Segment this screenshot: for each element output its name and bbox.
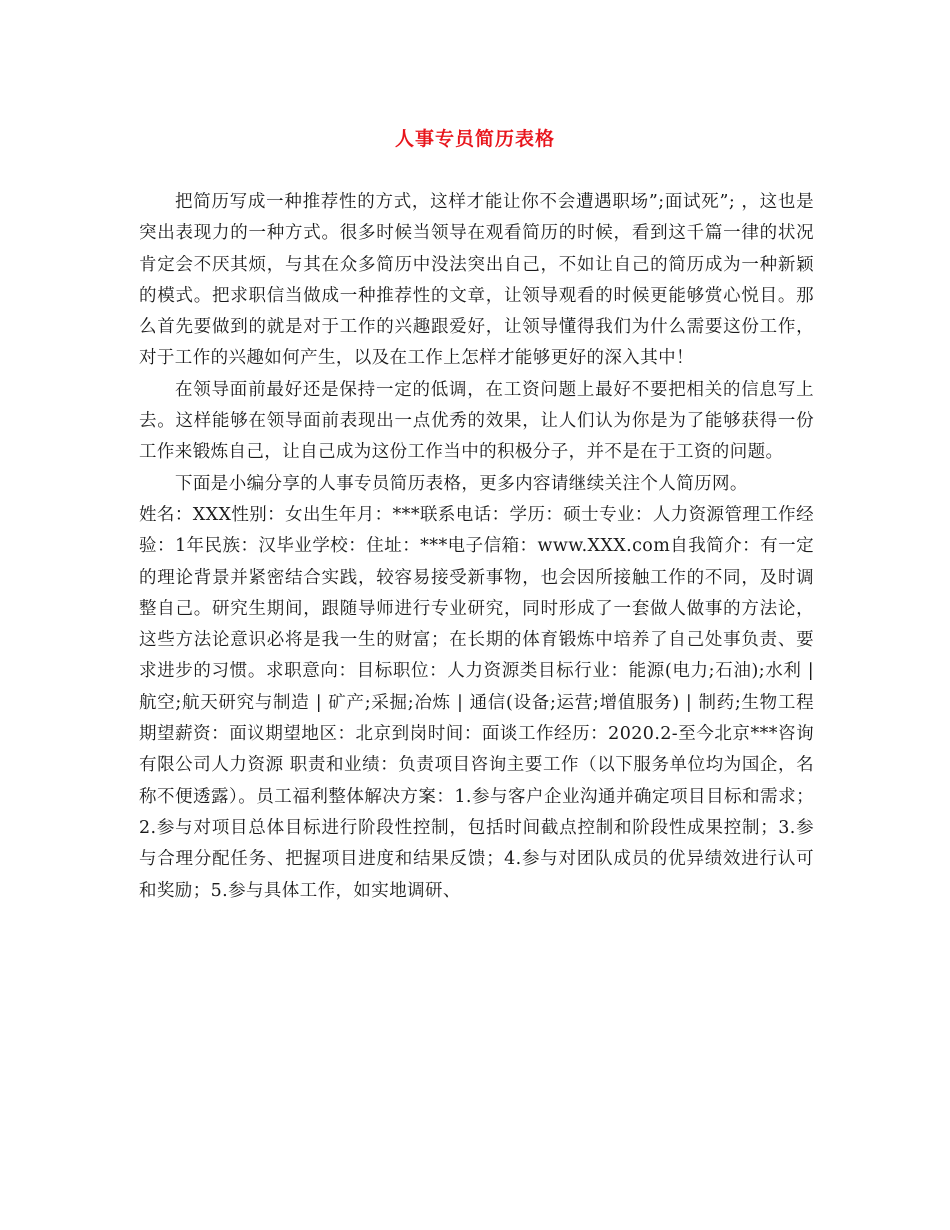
document-title: 人事专员简历表格 bbox=[394, 128, 555, 150]
paragraph-share-note: 下面是小编分享的人事专员简历表格，更多内容请继续关注个人简历网。 bbox=[175, 473, 748, 494]
paragraph-salary-advice: 在领导面前最好还是保持一定的低调，在工资问题上最好不要把相关的信息写上去。这样能够在领导面前表现出一点优秀的效果，让人们认为你是为了能够获得一份工作来锻炼自己，让自己成为这份工作当中的积极分子，并不是在于工资的问题。 bbox=[139, 379, 814, 463]
paragraph-intro: 把简历写成一种推荐性的方式，这样才能让你不会遭遇职场”;面试死”; ，这也是突出表现力的一种方式。很多时候当领导在观看简历的时候，看到这千篇一律的状况肯定会不厌其烦，与其在众多简历中没法突出自己，不如让自己的简历成为一种新颖的模式。把求职信当做成一种推荐性的文章，让领导观看的时候更能够赏心悦目。那么首先要做到的就是对于工作的兴趣跟爱好，让领导懂得我们为什么需要这份工作，对于工作的兴趣如何产生，以及在工作上怎样才能够更好的深入其中！ bbox=[139, 192, 814, 369]
paragraph-resume-details: 姓名：XXX性别：女出生年月：***联系电话：学历：硕士专业：人力资源管理工作经验：1年民族：汉毕业学校：住址：***电子信箱：www.XXX.com自我简介：有一定的理论背景并紧密结合实践，较容易接受新事物，也会因所接触工作的不同，及时调整自己。研究生期间，跟随导师进行专业研究，同时形成了一套做人做事的方法论，这些方法论意识必将是我一生的财富；在长期的体育锻炼中培养了自己处事负责、要求进步的习惯。求职意向：目标职位：人力资源类目标行业：能源(电力;石油);水利 | 航空;航天研究与制造 | 矿产;采掘;冶炼 | 通信(设备;运营;增值服务) | 制药;生物工程期望薪资：面议期望地区：北京到岗时间：面谈工作经历：2020.2-至今北京***咨询有限公司人力资源 职责和业绩：负责项目咨询主要工作（以下服务单位均为国企，名称不便透露）。员工福利整体解决方案：1.参与客户企业沟通并确定项目目标和需求；2.参与对项目总体目标进行阶段性控制，包括时间截点控制和阶段性成果控制；3.参与合理分配任务、把握项目进度和结果反馈；4.参与对团队成员的优异绩效进行认可和奖励；5.参与具体工作，如实地调研、 bbox=[139, 504, 814, 901]
document-body bbox=[139, 187, 814, 907]
